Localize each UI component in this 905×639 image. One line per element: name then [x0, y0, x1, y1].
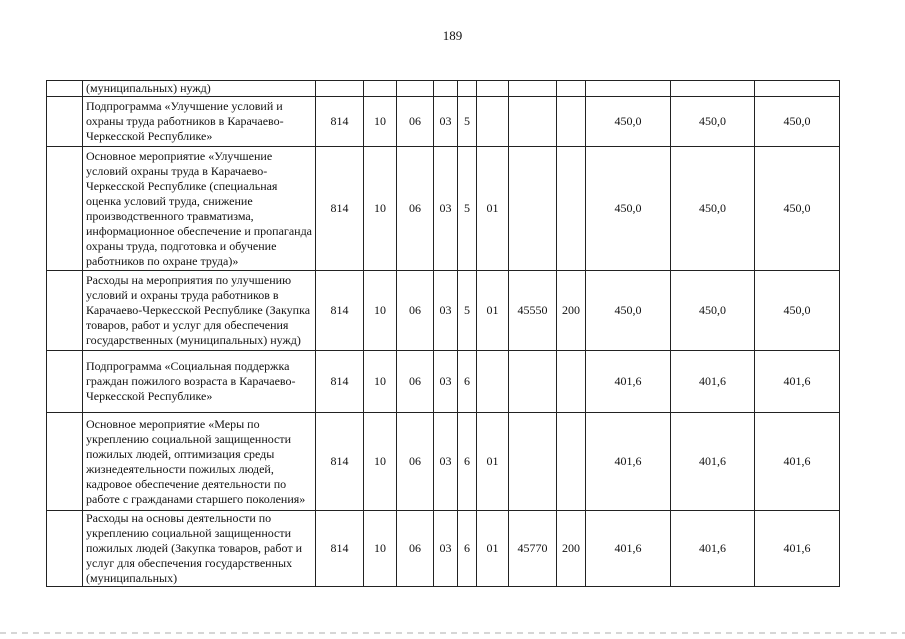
- cell-expense-type: 200: [557, 511, 586, 587]
- cell-y2016: 401,6: [586, 413, 671, 511]
- cell-subsection: 06: [397, 97, 434, 147]
- table-row: [47, 271, 840, 351]
- cell-y2018: 401,6: [755, 511, 840, 587]
- cell-expense-type: [557, 147, 586, 271]
- cell-y2017: 450,0: [671, 147, 755, 271]
- cell-subprogram: [458, 81, 477, 97]
- table-row: [47, 413, 840, 511]
- cell-section: [364, 81, 397, 97]
- cell-y2018: 401,6: [755, 413, 840, 511]
- row-number-cell: [47, 147, 83, 271]
- cell-subsection: 06: [397, 413, 434, 511]
- cell-y2018: [755, 81, 840, 97]
- cell-program: 03: [434, 97, 458, 147]
- cell-direction: [509, 81, 557, 97]
- cell-y2016: 450,0: [586, 97, 671, 147]
- cell-subprogram: 5: [458, 147, 477, 271]
- cell-section: 10: [364, 413, 397, 511]
- cell-y2017: [671, 81, 755, 97]
- cell-gov: [316, 81, 364, 97]
- cell-direction: [509, 413, 557, 511]
- cell-y2018: 450,0: [755, 271, 840, 351]
- cell-event: 01: [477, 271, 509, 351]
- cell-gov: 814: [316, 271, 364, 351]
- cell-y2017: 401,6: [671, 511, 755, 587]
- cell-section: 10: [364, 511, 397, 587]
- cell-program: 03: [434, 147, 458, 271]
- cell-gov: 814: [316, 351, 364, 413]
- row-name-cell: Расходы на основы деятельности по укреплению социальной защищенности пожилых людей (Закупка товаров, работ и услуг для обеспечения государственных (муниципальных): [83, 511, 316, 587]
- cell-y2018: 401,6: [755, 351, 840, 413]
- cell-subprogram: 5: [458, 97, 477, 147]
- row-name-cell: Основное мероприятие «Улучшение условий охраны труда в Карачаево-Черкесской Республике (специальная оценка условий труда, снижение производственного травматизма, информационное обеспечение и пропаганда охраны труда, подготовка и обучение работников по охране труда)»: [83, 147, 316, 271]
- page-number: 189: [442, 28, 463, 43]
- budget-table: [46, 80, 840, 587]
- cell-event: [477, 351, 509, 413]
- cell-subprogram: 6: [458, 413, 477, 511]
- cell-y2017: 450,0: [671, 271, 755, 351]
- cell-subsection: 06: [397, 511, 434, 587]
- cell-direction: 45550: [509, 271, 557, 351]
- cell-gov: 814: [316, 97, 364, 147]
- row-name-cell: Подпрограмма «Социальная поддержка граждан пожилого возраста в Карачаево-Черкесской Республике»: [83, 351, 316, 413]
- cell-section: 10: [364, 147, 397, 271]
- row-name-cell: Расходы на мероприятия по улучшению условий и охраны труда работников в Карачаево-Черкесской Республике (Закупка товаров, работ и услуг для обеспечения государственных (муниципальных) нужд): [83, 271, 316, 351]
- cell-gov: 814: [316, 511, 364, 587]
- row-number-cell: [47, 97, 83, 147]
- cell-y2017: 401,6: [671, 351, 755, 413]
- cell-direction: 45770: [509, 511, 557, 587]
- cell-y2017: 450,0: [671, 97, 755, 147]
- cell-subprogram: 6: [458, 351, 477, 413]
- cell-subsection: 06: [397, 271, 434, 351]
- cell-program: [434, 81, 458, 97]
- cell-subsection: [397, 81, 434, 97]
- cell-event: [477, 97, 509, 147]
- table-row: [47, 351, 840, 413]
- cell-program: 03: [434, 413, 458, 511]
- cell-y2017: 401,6: [671, 413, 755, 511]
- table-row: [47, 97, 840, 147]
- cell-y2016: 450,0: [586, 271, 671, 351]
- cell-section: 10: [364, 97, 397, 147]
- cell-program: 03: [434, 271, 458, 351]
- cell-event: [477, 81, 509, 97]
- cell-program: 03: [434, 511, 458, 587]
- cell-program: 03: [434, 351, 458, 413]
- cell-subsection: 06: [397, 351, 434, 413]
- cell-subprogram: 6: [458, 511, 477, 587]
- row-name-cell: Основное мероприятие «Меры по укреплению социальной защищенности пожилых людей, оптимизация среды жизнедеятельности пожилых людей, кадровое обеспечение деятельности по работе с гражданами старшего поколения»: [83, 413, 316, 511]
- cell-direction: [509, 97, 557, 147]
- table-row: [47, 81, 840, 97]
- cell-direction: [509, 351, 557, 413]
- cell-event: 01: [477, 413, 509, 511]
- cell-subprogram: 5: [458, 271, 477, 351]
- cell-section: 10: [364, 351, 397, 413]
- row-number-cell: [47, 413, 83, 511]
- cell-y2016: [586, 81, 671, 97]
- cell-gov: 814: [316, 147, 364, 271]
- table-body: [47, 81, 840, 587]
- row-number-cell: [47, 81, 83, 97]
- cell-expense-type: [557, 81, 586, 97]
- cell-y2016: 401,6: [586, 511, 671, 587]
- row-number-cell: [47, 271, 83, 351]
- cell-subsection: 06: [397, 147, 434, 271]
- cell-y2016: 401,6: [586, 351, 671, 413]
- row-name-cell: Подпрограмма «Улучшение условий и охраны труда работников в Карачаево-Черкесской Республике»: [83, 97, 316, 147]
- row-number-cell: [47, 351, 83, 413]
- cell-expense-type: [557, 351, 586, 413]
- table-row: [47, 511, 840, 587]
- cell-event: 01: [477, 147, 509, 271]
- cell-gov: 814: [316, 413, 364, 511]
- table-row: [47, 147, 840, 271]
- cell-y2018: 450,0: [755, 147, 840, 271]
- cell-event: 01: [477, 511, 509, 587]
- cell-expense-type: 200: [557, 271, 586, 351]
- cell-y2018: 450,0: [755, 97, 840, 147]
- cell-section: 10: [364, 271, 397, 351]
- cell-y2016: 450,0: [586, 147, 671, 271]
- scan-edge-artifact: [0, 632, 905, 634]
- cell-expense-type: [557, 413, 586, 511]
- cell-direction: [509, 147, 557, 271]
- row-name-cell: (муниципальных) нужд): [83, 81, 316, 97]
- row-number-cell: [47, 511, 83, 587]
- cell-expense-type: [557, 97, 586, 147]
